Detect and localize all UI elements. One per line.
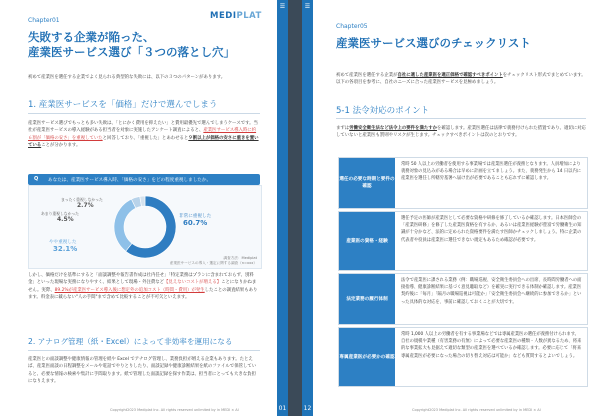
section-paragraph: [336, 125, 586, 140]
question-label: Q: [34, 176, 39, 182]
para-text: ことが分かります。: [41, 142, 81, 148]
checklist-row: [338, 327, 588, 387]
section-divider: [336, 118, 586, 119]
value-label: 32.1%: [53, 245, 78, 253]
page-title-line2: 産業医サービス選び「３つの落とし穴」: [28, 45, 235, 59]
category-label: あまり重視しなかった: [41, 211, 79, 216]
checklist-text: 選任予定の医師が産業医として必要な資格や研修を修了しているか確認します。日本医師会の「産業医研修」を修了した産業医資格を有するか、あるいは産業医経験が豊富で労働衛生の知識が十分かなど、法的に定められた資格要件を満たす医師かチェックしましょう。特に企業の代表者や役員は産業医に選任できない規定もあるため確認が必要です。: [401, 216, 582, 243]
checklist-text: 常時 1,000 人以上の労働者を有する事業場などでは専属産業医の選任が義務付けられます。自社の規模や業種（有害業務の有無）によって必要な産業医の種類・人数が異なるため、将来的な事業拡大も見据えて適切な類型の産業医を選べているか確認します。必要に応じて「将来専属産業医が必要になった場合の切り替え対応は可能か」なども質問するとよいでしょう。: [401, 332, 582, 359]
section2-divider: [28, 350, 260, 351]
chapter-label: Chapter05: [336, 23, 368, 30]
para-text: しかし、価格だけを基準にすると「面談調整や報告書作成は社内任せ」「特定業務はプランに含まれておらず、別料金」といった現場な実務になりやすく、結果として現場・外注費など: [28, 273, 254, 286]
value-label: 60.7%: [183, 219, 208, 227]
right-page: [302, 0, 600, 416]
section2-paragraph: 産業医との面談調整や健康情報の管理を紙や Excel でアナログ管理し、業務負担が増える企業もあります。たとえば、産業医面談の日程調整をメールや電話でやりとりしたり、面談記録や健康診断結果を紙のファイルで保管していると、必要な情報の検索や集計に手間取ります。紙で管理した面談記録を探す作業は、担当者にとっても大きな負担になりえます。: [28, 357, 257, 384]
category-label: 非常に重視した: [179, 214, 212, 219]
checklist-row: [338, 273, 588, 325]
para-text: したことの調査結果もあります。料金表に載らない"人の手間"まで含めて比較することが不可欠といえます。: [28, 287, 258, 300]
highlight-bold: 労働安全衛生法など法令上の要件を満たすか: [349, 126, 438, 131]
question-bar: [28, 174, 260, 185]
section1-divider: [28, 113, 260, 114]
page-number: 01: [278, 405, 287, 412]
category-label: まったく重視しなかった: [61, 197, 103, 202]
para-text: 産業医サービス選びでもっとも多い失敗は、「とにかく費用を抑えたい」と費用最優先で選んでしまうケースです。当社が産業医サービスの導入経験がある担当者を対象に実施したアンケート調査によると、: [28, 121, 258, 134]
spread-gutter: [288, 0, 302, 416]
mediplat-logo: [210, 11, 262, 21]
logo-main-text: MEDI: [210, 11, 237, 21]
survey-chart-box: [28, 185, 262, 269]
checklist-row: [338, 157, 588, 209]
menu-icon[interactable]: ☰: [279, 3, 286, 10]
page-edge-tab: [302, 0, 313, 416]
para-text: ことになりかねません。実際、: [28, 280, 257, 293]
checklist-text: 常時 50 人以上の労働者を使用する事業場では産業医選任が義務となります。人員増加により義務対象の見込みがある場合は早めに計画を立てましょう。また、義務発生から 14 日以内に産業医を選任し所轄労基署へ届け出が必要であることも忘れずに確認します。: [401, 162, 582, 182]
checklist-row: [338, 211, 588, 271]
menu-icon[interactable]: ☰: [304, 3, 311, 10]
page-edge-tab: [277, 0, 288, 416]
highlight-red: 89.2%が産業医サービス導入後に想定外の追加コスト（時間・費用）が発生: [54, 287, 205, 293]
page-number: 12: [303, 405, 312, 412]
intro-text: [336, 72, 586, 87]
section-heading: 5-1 法令対応のポイント: [336, 106, 430, 116]
category-label: やや重視した: [49, 240, 77, 245]
highlight-red: 産業医サービス導入時に約６割が「価格の安さ」を重視していた: [28, 128, 257, 141]
para-text: を確認します。産業医選任は法律で義務付けられた措置であり、適切に対応していないと産業医も罰則やリスクが生じます。チェックすべきポイントは次のとおりです。: [336, 126, 586, 139]
highlight-bold: ９割以上が価格の安さに重きを置いている: [28, 135, 259, 148]
value-label: 2.7%: [77, 202, 94, 209]
chart-source-2: 産業医サービスの導入・選定に関する調査（n=xxx）: [169, 261, 257, 265]
page-title: 産業医サービス選びのチェックリスト: [336, 36, 531, 50]
section1-paragraph2: [28, 272, 260, 301]
section1-heading: 1. 産業医サービスを「価格」だけで選んでしまう: [28, 100, 218, 110]
section2-heading: 2. アナログ管理（紙・Excel）によって非効率を運用になる: [28, 337, 233, 346]
para-text: まずは: [336, 126, 350, 131]
para-text: と回答しており、「重視した」とあわせると: [102, 135, 189, 141]
question-text: あなたは、産業医サービス導入時、「価格の安さ」をどの程度重視しましたか。: [48, 177, 212, 183]
footer-copyright: Copyright2023 Mediplat Inc. All rights reserved unlimited by in MEDI × AI: [110, 408, 239, 412]
section1-paragraph: [28, 120, 260, 149]
logo-light-text: PLAT: [236, 11, 262, 21]
donut-slice: [114, 199, 136, 251]
checklist-label: 専属産業医が必要かの確認: [339, 328, 395, 386]
checklist-label: 産業医の資格・経験: [339, 212, 395, 270]
checklist-label: 選任の必要な時期と要件の確認: [339, 158, 395, 208]
checklist-label: 法定業務の履行体制: [339, 274, 395, 324]
para-text: をチェックリスト形式でまとめています。以下の各項目を参考に、自社のニーズに合った産業医サービスを見極めましょう。: [336, 73, 586, 86]
footer-copyright: Copyright2023 Mediplat Inc. All rights reserved unlimited by in MEDI × AI: [412, 408, 541, 412]
value-label: 4.5%: [57, 216, 74, 223]
highlight-bold: 自社に適した産業医を適正価格で確認すべきポイント: [397, 73, 503, 78]
intro-text: 初めて産業医を選任する企業でよく見られる典型的な失敗には、以下の３つのパターンがあります。: [28, 75, 226, 80]
left-page: [0, 0, 288, 416]
para-text: 初めて産業医を選任する企業が: [336, 73, 398, 78]
chart-source-1: 調査方法：Mediplat: [223, 256, 257, 260]
highlight-red: 【見えないコストが増える】: [164, 280, 222, 286]
chapter-label: Chapter01: [28, 17, 60, 24]
page-title-line1: 失敗する企業が陥った、: [28, 30, 155, 44]
checklist-text: 法令で産業医に課される業務（例：職場巡視、安全衛生委員会への出席、長時間労働者への面接指導、健康診断結果に基づく意見聴取など）を確実に実行できる体制か確認します。産業医契約後に「毎月」「隔月の職場巡視は可能か」「安全衛生委員会へ継続的に参加できるか」といった具体的な対応を、事前に確認しておくことが大切です。: [401, 278, 582, 305]
